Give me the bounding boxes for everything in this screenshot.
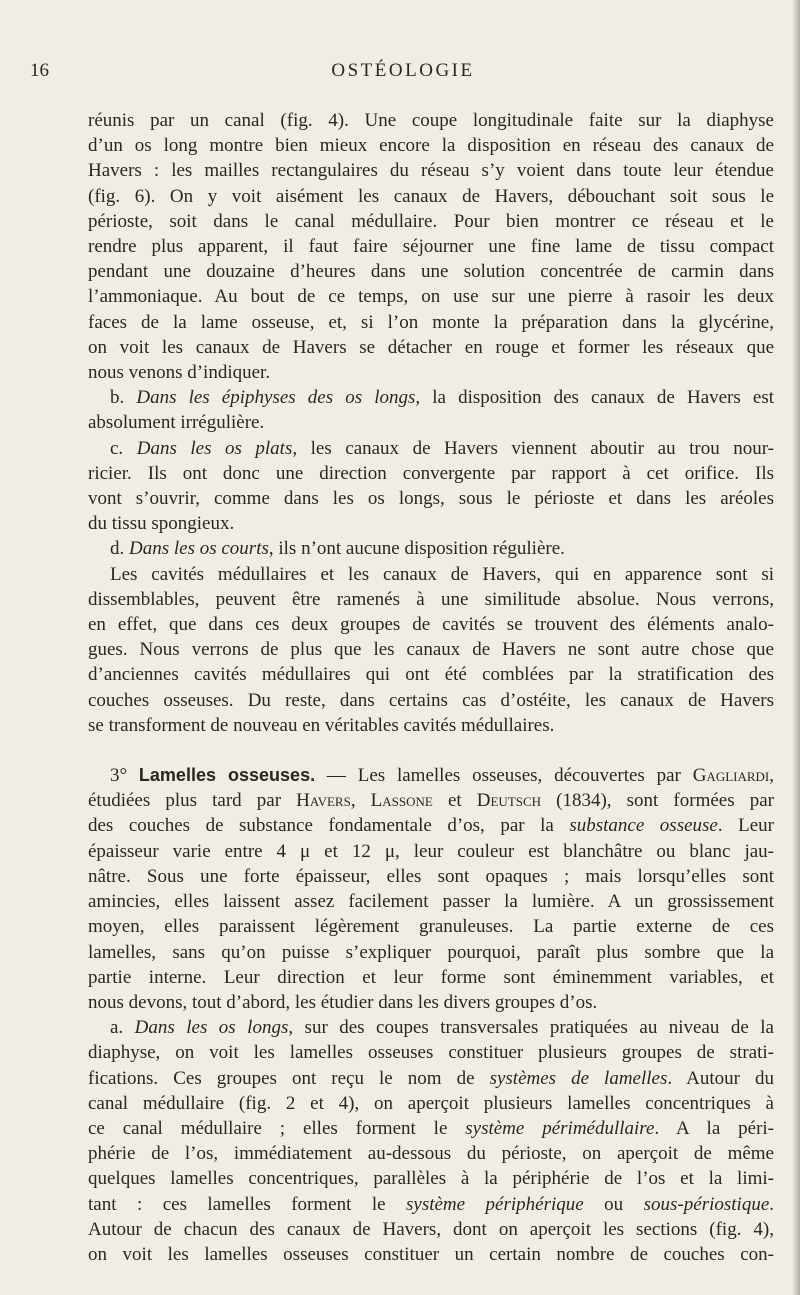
text-line: Autour de chacun des canaux de Havers, dont on aperçoit les sections (fig. 4), [88, 1218, 774, 1240]
text-line: faces de la lame osseuse, et, si l’on monte la préparation dans la glycérine, [88, 311, 774, 333]
text-line [88, 788, 774, 813]
text-line: Les cavités médullaires et les canaux de Havers, qui en apparence sont si [110, 563, 774, 585]
text-line: réunis par un canal (fig. 4). Une coupe longitudinale faite sur la diaphyse [88, 110, 774, 131]
text-run: et [432, 790, 477, 812]
text-run: ce canal médullaire ; elles forment le [88, 1117, 466, 1139]
text-run: des couches de substance fondamentale d’os, par la [88, 815, 570, 837]
running-title: OSTÉOLOGIE [331, 60, 475, 81]
text-run: , la disposition des canaux de Havers est [415, 387, 774, 409]
text-line: dissemblables, peuvent être ramenés à une similitude absolue. Nous verrons, [88, 588, 774, 610]
text-line [88, 385, 774, 410]
italic-phrase: systèmes de lamelles [489, 1067, 668, 1089]
item-letter: a. [110, 1017, 135, 1039]
text-line: moyen, elles paraissent légèrement granuleuses. La partie externe de ces [88, 916, 774, 938]
text-line: en effet, que dans ces deux groupes de cavités se trouvent des éléments analo- [88, 614, 774, 636]
text-line: nous devons, tout d’abord, les étudier dans les divers groupes d’os. [88, 991, 598, 1013]
text-line: d’un os long montre bien mieux encore la disposition en réseau des canaux de [88, 135, 774, 157]
text-run: . Leur [717, 815, 774, 837]
italic-phrase: Dans les os plats [136, 437, 293, 459]
text-line [88, 436, 774, 461]
paragraph-d-short-bones [88, 536, 774, 561]
text-line: diaphyse, on voit les lamelles osseuses constituer plusieurs groupes de strati- [88, 1042, 774, 1064]
text-line: nâtre. Sous une forte épaisseur, elles sont opaques ; mais lorsqu’elles sont [88, 865, 774, 887]
text-run: fications. Ces groupes ont reçu le nom de [88, 1067, 490, 1089]
text-line [88, 1116, 774, 1141]
italic-phrase: système périphérique [406, 1193, 584, 1215]
paragraph-c-flat-bones [88, 436, 774, 537]
text-line: couches osseuses. Du reste, dans certains cas d’ostéite, les canaux de Havers [88, 689, 774, 711]
text-line: canal médullaire (fig. 2 et 4), on aperçoit plusieurs lamelles concentriques à [88, 1092, 774, 1114]
text-line [88, 763, 774, 788]
text-line: épaisseur varie entre 4 μ et 12 μ, leur couleur est blanchâtre ou blanc jau- [88, 840, 774, 862]
page-header [30, 60, 776, 90]
text-run: , [350, 790, 371, 812]
text-line: quelques lamelles concentriques, parallèles à la périphérie de l’os et la limi- [88, 1168, 774, 1190]
text-run: — Les lamelles osseuses, découvertes par [315, 765, 693, 787]
text-line: l’ammoniaque. Au bout de ce temps, on use sur une pierre à rasoir les deux [88, 286, 774, 308]
text-line: pendant une douzaine d’heures dans une solution concentrée de carmin dans [88, 261, 774, 283]
paragraph-a-long-bones [88, 1015, 774, 1267]
text-line: Havers : les mailles rectangulaires du réseau s’y voient dans toute leur étendue [88, 160, 774, 182]
text-run: , ils n’ont aucune disposition régulière. [268, 538, 565, 560]
text-line: se transforment de nouveau en véritables cavités médullaires. [88, 714, 555, 736]
text-run: étudiées plus tard par [88, 790, 297, 812]
text-line: vont s’ouvrir, comme dans les os longs, sous le périoste et dans les aréoles [88, 488, 774, 510]
item-letter: c. [110, 437, 137, 459]
text-line [88, 536, 774, 561]
page-body [88, 108, 774, 1267]
text-line: absolument irrégulière. [88, 412, 265, 434]
page-number: 16 [30, 60, 49, 81]
text-line: amincies, elles laissent assez facilement passer la lumière. A un grossissement [88, 891, 774, 913]
text-line: on voit les canaux de Havers se détacher en rouge et former les réseaux que [88, 336, 774, 358]
text-line: rendre plus apparent, il faut faire séjourner une fine lame de tissu compact [88, 236, 774, 258]
section-number: 3° [110, 765, 139, 787]
text-run: , sur des coupes transversales pratiquées au niveau de la [288, 1017, 774, 1039]
item-letter: b. [110, 387, 137, 409]
text-run: (1834), sont formées par [541, 790, 774, 812]
paragraph-haversian-network [88, 108, 774, 385]
text-line [88, 1015, 774, 1040]
text-run: , [769, 765, 774, 787]
author-name: Gagliardi [692, 765, 770, 787]
section-lamelles-osseuses [88, 763, 774, 1015]
text-run: . Autour du [667, 1067, 774, 1089]
text-run: tant : ces lamelles forment le [88, 1193, 406, 1215]
text-line: partie interne. Leur direction et leur forme sont éminemment variables, et [88, 966, 774, 988]
text-line [88, 813, 774, 838]
item-letter: d. [110, 538, 129, 560]
text-run: . A la péri- [654, 1117, 774, 1139]
text-line: on voit les lamelles osseuses constituer un certain nombre de couches con- [88, 1243, 774, 1265]
text-run: . [769, 1193, 774, 1215]
text-line: lamelles, sans qu’on puisse s’expliquer pourquoi, paraît plus sombre que la [88, 941, 774, 963]
italic-phrase: système périmédullaire [465, 1117, 655, 1139]
text-line: nous venons d’indiquer. [88, 362, 271, 384]
author-name: Lassone [370, 790, 433, 812]
section-heading: Lamelles osseuses. [138, 765, 316, 786]
italic-phrase: Dans les os longs [134, 1017, 289, 1039]
italic-phrase: Dans les os courts [129, 538, 269, 560]
italic-phrase: sous-périostique [643, 1193, 770, 1215]
text-line: périoste, soit dans le canal médullaire. Pour bien montrer ce réseau et le [88, 210, 774, 232]
text-line: phérie de l’os, immédiatement au-dessous du périoste, on aperçoit de même [88, 1143, 774, 1165]
text-line [88, 1192, 774, 1217]
author-name: Havers [296, 790, 351, 812]
italic-phrase: Dans les épiphyses des os longs [136, 387, 416, 409]
text-run: , les canaux de Havers viennent aboutir au trou nour- [292, 437, 774, 459]
author-name: Deutsch [476, 790, 542, 812]
text-line: ricier. Ils ont donc une direction convergente par rapport à cet orifice. Ils [88, 462, 774, 484]
italic-phrase: substance osseuse [569, 815, 718, 837]
text-line: du tissu spongieux. [88, 513, 235, 535]
page-edge-shadow [792, 0, 800, 1295]
paragraph-medullary-cavities [88, 562, 774, 738]
text-line: d’anciennes cavités médullaires qui ont été comblées par la stratification des [88, 664, 774, 686]
text-line: (fig. 6). On y voit aisément les canaux de Havers, débouchant soit sous le [88, 185, 774, 207]
text-run: ou [583, 1193, 644, 1215]
text-line: gues. Nous verrons de plus que les canaux de Havers ne sont autre chose que [88, 639, 774, 661]
text-line [88, 1066, 774, 1091]
paragraph-b-epiphyses [88, 385, 774, 435]
